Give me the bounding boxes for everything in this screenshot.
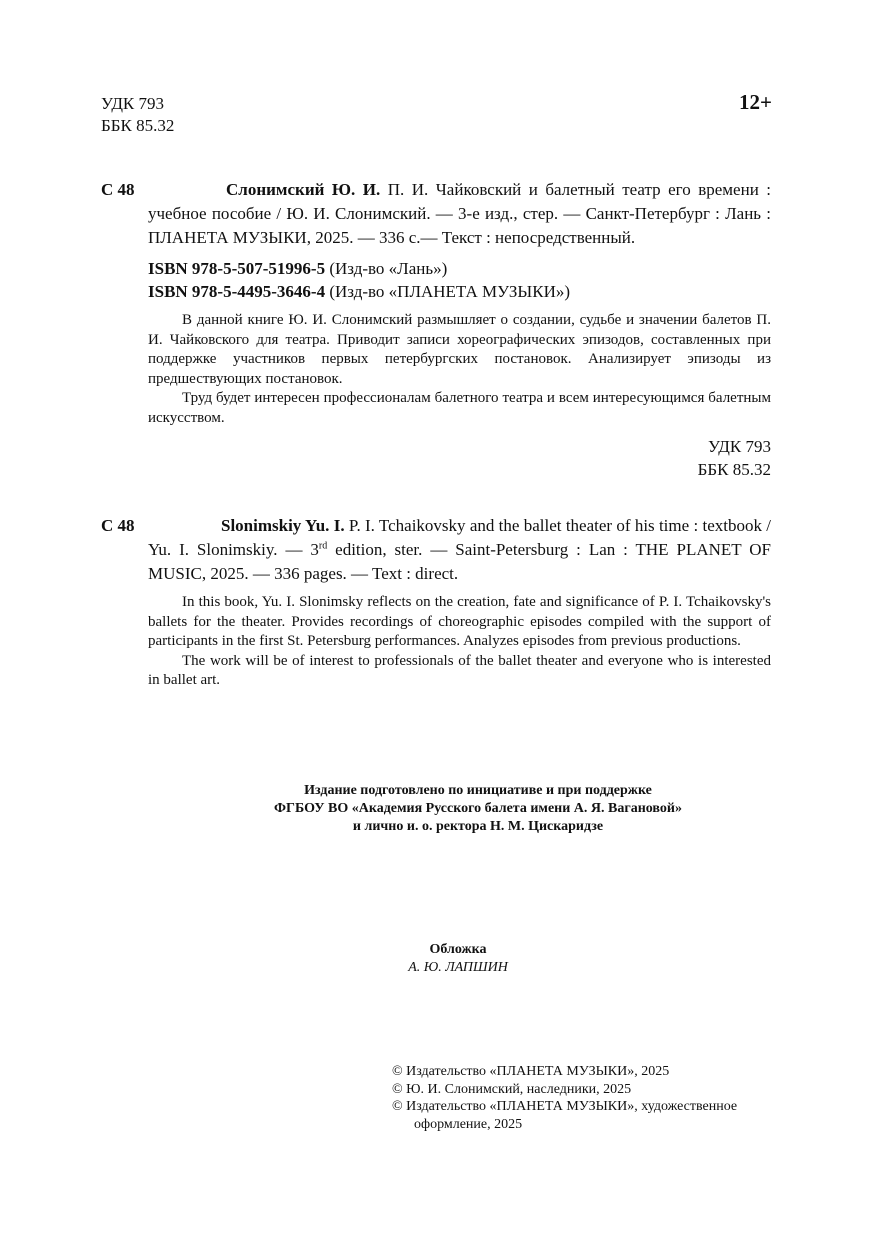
en-annotation-paragraph: The work will be of interest to professionals of the ballet theater and everyone who is interested in ballet art.	[148, 652, 771, 689]
support-note	[40, 782, 876, 836]
copyright-line: © Издательство «ПЛАНЕТА МУЗЫКИ», 2025	[392, 1064, 670, 1079]
en-annotation	[101, 593, 771, 691]
age-rating: 12+	[739, 90, 772, 114]
classification-codes	[101, 93, 174, 137]
bbk-code: ББК 85.32	[697, 459, 771, 479]
udk-code: УДК 793	[707, 436, 771, 456]
cover-label: Обложка	[429, 942, 487, 957]
isbn-line-lan	[148, 257, 771, 280]
support-line: ФГБОУ ВО «Академия Русского балета имени А. Я. Вагановой»	[274, 801, 682, 816]
support-line: и лично и. о. ректора Н. М. Цискаридзе	[352, 819, 604, 834]
isbn-publisher: (Изд-во «ПЛАНЕТА МУЗЫКИ»)	[329, 282, 571, 301]
ru-index-codes	[101, 435, 771, 481]
en-description-part: edition, ster. — Saint-Petersburg : Lan : THE PLANET OF MUSIC, 2025. — 336 pages. — Text : direct.	[148, 540, 771, 583]
en-description-part: P. I. Tchaikovsky and the ballet theater of his time : textbook / Yu. I. Slonimskiy. — 3	[148, 516, 772, 559]
en-author: Slonimskiy Yu. I.	[221, 516, 345, 535]
ru-annotation	[101, 311, 771, 429]
bbk-code: ББК 85.32	[101, 116, 175, 135]
ordinal-suffix: rd	[318, 540, 328, 552]
ru-author: Слонимский Ю. И.	[226, 180, 381, 199]
copyright-line: © Ю. И. Слонимский, наследники, 2025	[392, 1081, 632, 1097]
ru-catalog-entry	[101, 178, 771, 481]
en-annotation-paragraph: In this book, Yu. I. Slonimsky reflects on the creation, fate and significance of P. I. Tchaikovsky's ballets for the theater. Provides recordings of choreographic episodes compiled with the support of participants in the first St. Petersburg performances. Analyzes episodes from previous productions.	[148, 594, 771, 650]
ru-entry-code: С 48	[101, 180, 135, 199]
en-catalog-entry	[101, 514, 771, 691]
isbn-number: ISBN 978-5-507-51996-5	[148, 259, 326, 278]
ru-description: П. И. Чайковский и балетный театр его времени : учебное пособие / Ю. И. Слонимский. — 3-е изд., стер. — Санкт-Петербург : Лань : ПЛАНЕТА МУЗЫКИ, 2025. — 336 с.— Текст : непосредственный.	[148, 180, 771, 247]
copyright-line: оформление, 2025	[414, 1116, 523, 1132]
copyright-block	[392, 1063, 832, 1133]
cover-credit	[20, 942, 876, 976]
en-entry-heading	[101, 514, 771, 586]
udk-code: УДК 793	[101, 94, 165, 113]
isbn-publisher: (Изд-во «Лань»)	[329, 259, 448, 278]
ru-annotation-paragraph: Труд будет интересен профессионалам балетного театра и всем интересующимся балетным искусством.	[148, 390, 771, 426]
support-line: Издание подготовлено по инициативе и при поддержке	[304, 783, 652, 798]
isbn-line-planeta	[148, 280, 771, 303]
ru-entry-heading	[101, 178, 771, 250]
en-entry-code: С 48	[101, 516, 135, 535]
cover-artist: А. Ю. ЛАПШИН	[408, 960, 508, 975]
copyright-line: © Издательство «ПЛАНЕТА МУЗЫКИ», художественное	[392, 1099, 738, 1114]
isbn-number: ISBN 978-5-4495-3646-4	[148, 282, 326, 301]
ru-isbn-block	[101, 257, 771, 303]
ru-annotation-paragraph: В данной книге Ю. И. Слонимский размышляет о создании, судьбе и значении балетов П. И. Чайковского для театра. Приводит записи хореографических эпизодов, составленных при поддержке участников первых петербургских постановок. Анализирует эпизоды из предшествующих постановок.	[148, 312, 771, 387]
